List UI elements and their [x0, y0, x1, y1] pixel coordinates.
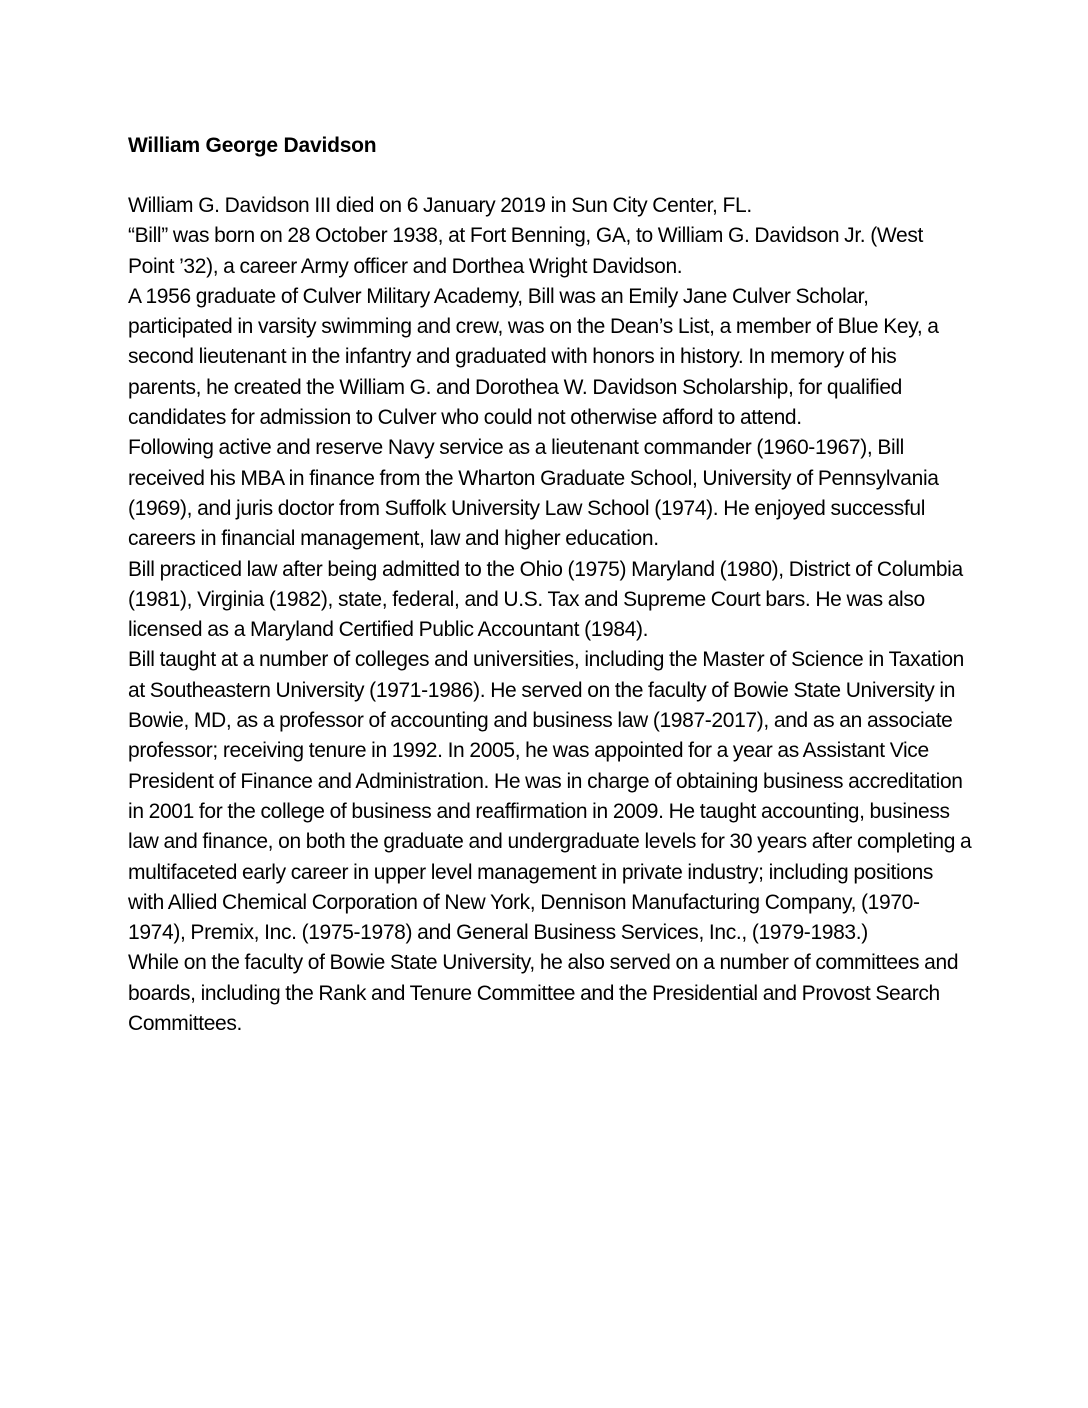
- paragraph-birth: “Bill” was born on 28 October 1938, at Fort Benning, GA, to William G. Davidson Jr. (West Point ’32), a career Army officer and Dorthea Wright Davidson.: [128, 224, 923, 278]
- paragraph-committees: While on the faculty of Bowie State University, he also served on a number of committees and boards, including the Rank and Tenure Committee and the Presidential and Provost Search Committees.: [128, 951, 959, 1036]
- paragraph-law-practice: Bill practiced law after being admitted to the Ohio (1975) Maryland (1980), District of Columbia (1981), Virginia (1982), state, federal, and U.S. Tax and Supreme Court bars. He was also licensed as a Maryland Certified Public Accountant (1984).: [128, 557, 963, 642]
- document-body: [128, 131, 973, 1039]
- paragraph-navy-and-education: Following active and reserve Navy service as a lieutenant commander (1960-1967), Bill received his MBA in finance from the Wharton Graduate School, University of Pennsylvania (1969), and juris doctor from Suffolk University Law School (1974). He enjoyed successful careers in financial management, law and higher education.: [128, 436, 939, 551]
- paragraph-culver-academy: A 1956 graduate of Culver Military Academy, Bill was an Emily Jane Culver Scholar, participated in varsity swimming and crew, was on the Dean’s List, a member of Blue Key, a second lieutenant in the infantry and graduated with honors in history. In memory of his parents, he created the William G. and Dorothea W. Davidson Scholarship, for qualified candidates for admission to Culver who could not otherwise afford to attend.: [128, 284, 939, 430]
- paragraph-teaching-career: Bill taught at a number of colleges and universities, including the Master of Science in Taxation at Southeastern University (1971-1986). He served on the faculty of Bowie State University in Bowie, MD, as a professor of accounting and business law (1987-2017), and as an associate professor; receiving tenure in 1992. In 2005, he was appointed for a year as Assistant Vice President of Finance and Administration. He was in charge of obtaining business accreditation in 2001 for the college of business and reaffirmation in 2009. He taught accounting, business law and finance, on both the graduate and undergraduate levels for 30 years after completing a multifaceted early career in upper level management in private industry; including positions with Allied Chemical Corporation of New York, Dennison Manufacturing Company, (1970-1974), Premix, Inc. (1975-1978) and General Business Services, Inc., (1979-1983.): [128, 648, 972, 945]
- paragraph-death-notice: William G. Davidson III died on 6 January 2019 in Sun City Center, FL.: [128, 194, 752, 217]
- document-title: William George Davidson: [128, 134, 377, 157]
